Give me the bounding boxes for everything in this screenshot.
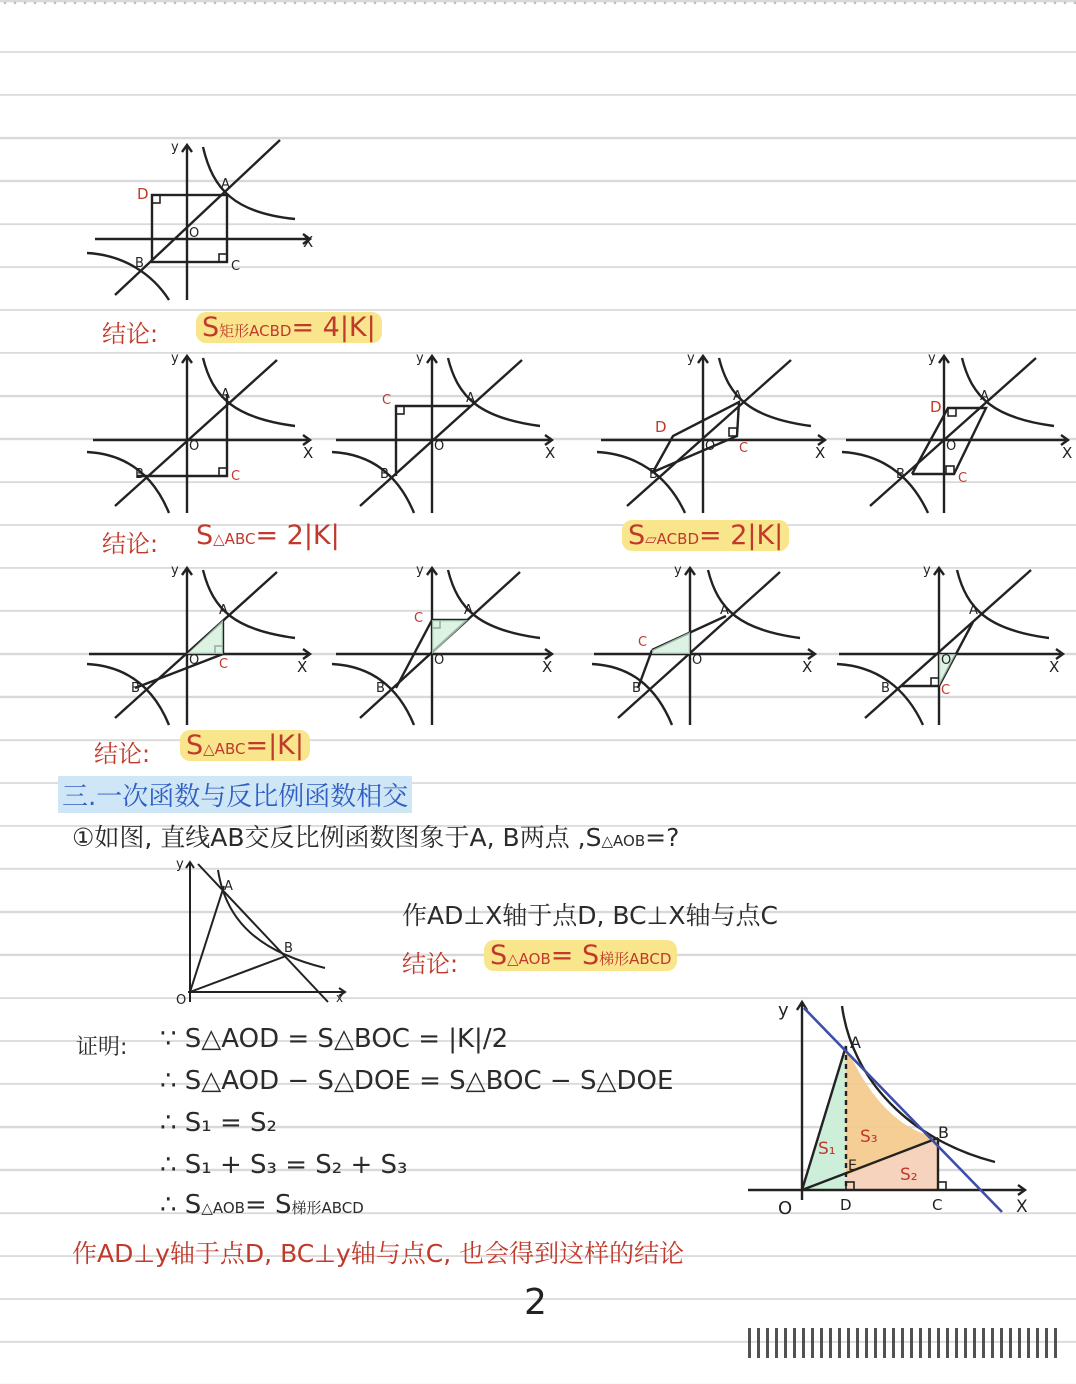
formula-sub: 矩形ACBD	[219, 322, 292, 340]
svg-text:B: B	[649, 467, 658, 482]
svg-text:A: A	[980, 389, 989, 404]
svg-text:C: C	[932, 1196, 943, 1214]
section-heading: 三.一次函数与反比例函数相交	[58, 776, 412, 813]
svg-text:A: A	[221, 387, 230, 402]
bottom-note: 作AD⊥y轴于点D, BC⊥y轴与点C, 也会得到这样的结论	[72, 1239, 685, 1268]
formula-s: S	[196, 520, 214, 551]
graph-triangle-k-2	[330, 560, 570, 728]
svg-text:A: A	[466, 391, 475, 406]
svg-text:A: A	[733, 389, 742, 404]
conclusion-label-4: 结论:	[402, 950, 459, 978]
ask-s: S	[585, 823, 602, 852]
watermark-bars	[748, 1328, 1058, 1358]
formula-s: S	[628, 520, 646, 551]
svg-text:X: X	[545, 444, 556, 462]
conclusion-label-2: 结论:	[102, 530, 159, 558]
svg-text:C: C	[219, 657, 229, 672]
proof-line-2: ∴ S△AOD − S△DOE = S△BOC − S△DOE	[160, 1066, 674, 1096]
page-number: 2	[524, 1282, 547, 1323]
svg-text:C: C	[414, 611, 424, 626]
svg-text:S₂: S₂	[900, 1165, 918, 1185]
graph-rectangle-acbd	[85, 135, 325, 305]
graph-triangle-k-4	[835, 560, 1071, 728]
point-b: B	[135, 256, 144, 271]
svg-text:O: O	[946, 439, 957, 454]
graph-line-intersect-small	[150, 852, 360, 1012]
construction-text: 作AD⊥X轴于点D, BC⊥X轴与点C	[402, 901, 778, 930]
svg-text:O: O	[434, 439, 445, 454]
formula-sub: ▱ACBD	[645, 530, 699, 548]
proof-mid: = S	[244, 1190, 292, 1220]
svg-text:y: y	[928, 351, 936, 366]
proof-s: ∴ S	[160, 1190, 202, 1220]
svg-text:C: C	[958, 471, 968, 486]
formula-tail: = 2|K|	[699, 520, 784, 551]
svg-text:B: B	[131, 681, 140, 696]
graph-parallelogram-2	[840, 348, 1076, 516]
conclusion-label-1: 结论:	[102, 320, 159, 348]
svg-text:D: D	[655, 418, 667, 436]
y-label: y	[171, 140, 179, 155]
svg-text:O: O	[434, 653, 445, 668]
formula-aob-trapezoid	[484, 940, 677, 971]
formula-tail: = 4|K|	[291, 312, 376, 343]
svg-text:A: A	[464, 603, 473, 618]
svg-text:B: B	[376, 681, 385, 696]
svg-text:D: D	[840, 1196, 852, 1214]
formula-parallelogram-2k	[622, 520, 789, 551]
svg-text:O: O	[189, 439, 200, 454]
svg-text:y: y	[176, 857, 184, 872]
proof-line-3: ∴ S₁ = S₂	[160, 1108, 277, 1138]
x-label: X	[303, 233, 314, 251]
svg-text:O: O	[189, 653, 200, 668]
conclusion-label-3: 结论:	[94, 740, 151, 768]
point-a: A	[221, 177, 230, 192]
formula-s: S	[490, 940, 508, 971]
svg-text:y: y	[416, 351, 424, 366]
svg-text:A: A	[969, 603, 978, 618]
proof-sub-2: 梯形ABCD	[291, 1199, 364, 1217]
point-d: D	[137, 185, 149, 203]
ask-tail: =?	[645, 823, 680, 852]
svg-text:X: X	[297, 658, 308, 676]
svg-text:O: O	[778, 1198, 793, 1219]
point-c: C	[231, 259, 241, 274]
svg-text:B: B	[881, 681, 890, 696]
svg-text:y: y	[171, 563, 179, 578]
formula-s: S	[202, 312, 220, 343]
graph-parallelogram-1	[595, 348, 835, 516]
formula-tail: = 2|K|	[255, 520, 340, 551]
graph-triangle-k-3	[590, 560, 830, 728]
formula-mid: = S	[550, 940, 600, 971]
svg-text:X: X	[303, 444, 314, 462]
formula-rectangle	[196, 312, 382, 343]
svg-text:X: X	[1016, 1197, 1028, 1217]
svg-text:B: B	[632, 681, 641, 696]
svg-text:B: B	[380, 467, 389, 482]
svg-text:X: X	[542, 658, 553, 676]
svg-text:B: B	[135, 467, 144, 482]
binding-holes	[0, 0, 1076, 6]
graph-triangle-abc-2	[330, 348, 570, 516]
graph-triangle-k-1	[85, 560, 325, 728]
svg-text:X: X	[1062, 444, 1073, 462]
svg-text:E: E	[848, 1158, 857, 1174]
svg-text:y: y	[416, 563, 424, 578]
svg-text:y: y	[171, 351, 179, 366]
formula-sub: △ABC	[213, 530, 256, 548]
formula-sub: △ABC	[203, 740, 246, 758]
svg-text:C: C	[231, 469, 241, 484]
formula-s: S	[186, 730, 204, 761]
svg-text:A: A	[720, 603, 729, 618]
svg-text:X: X	[1049, 658, 1060, 676]
point-o: O	[189, 226, 200, 241]
svg-text:A: A	[219, 603, 228, 618]
svg-text:C: C	[941, 683, 951, 698]
problem-text: ①如图, 直线AB交反比例函数图象于A, B两点 ,	[72, 823, 586, 852]
problem-statement	[72, 818, 679, 854]
proof-sub: △AOB	[201, 1199, 245, 1217]
svg-text:C: C	[739, 441, 749, 456]
formula-triangle-k	[180, 730, 310, 761]
proof-line-4: ∴ S₁ + S₃ = S₂ + S₃	[160, 1150, 408, 1180]
svg-text:C: C	[638, 635, 648, 650]
svg-text:y: y	[923, 563, 931, 578]
svg-text:y: y	[687, 351, 695, 366]
proof-line-5	[160, 1190, 364, 1220]
svg-text:B: B	[938, 1123, 949, 1142]
svg-text:B: B	[284, 941, 293, 956]
proof-label: 证明:	[76, 1035, 128, 1060]
svg-text:A: A	[850, 1033, 861, 1052]
svg-text:O: O	[692, 653, 703, 668]
svg-text:C: C	[382, 393, 392, 408]
formula-sub-2: 梯形ABCD	[599, 950, 672, 968]
formula-triangle-2k	[196, 520, 340, 551]
svg-text:O: O	[176, 993, 187, 1008]
svg-text:A: A	[224, 879, 233, 894]
svg-text:D: D	[930, 398, 942, 416]
svg-text:x: x	[336, 991, 344, 1005]
svg-text:B: B	[896, 467, 905, 482]
svg-text:y: y	[778, 1000, 789, 1021]
svg-text:S₁: S₁	[818, 1139, 836, 1159]
svg-text:X: X	[802, 658, 813, 676]
graph-triangle-abc-1	[85, 348, 325, 516]
formula-sub: △AOB	[507, 950, 551, 968]
svg-text:X: X	[815, 444, 826, 462]
proof-line-1: ∵ S△AOD = S△BOC = |K|/2	[160, 1024, 509, 1054]
ask-sub: △AOB	[601, 832, 646, 850]
svg-text:S₃: S₃	[860, 1127, 878, 1147]
svg-text:O: O	[705, 439, 716, 454]
graph-proof-shaded	[740, 990, 1040, 1220]
formula-tail: =|K|	[245, 730, 304, 761]
svg-text:O: O	[941, 653, 952, 668]
svg-text:y: y	[674, 563, 682, 578]
